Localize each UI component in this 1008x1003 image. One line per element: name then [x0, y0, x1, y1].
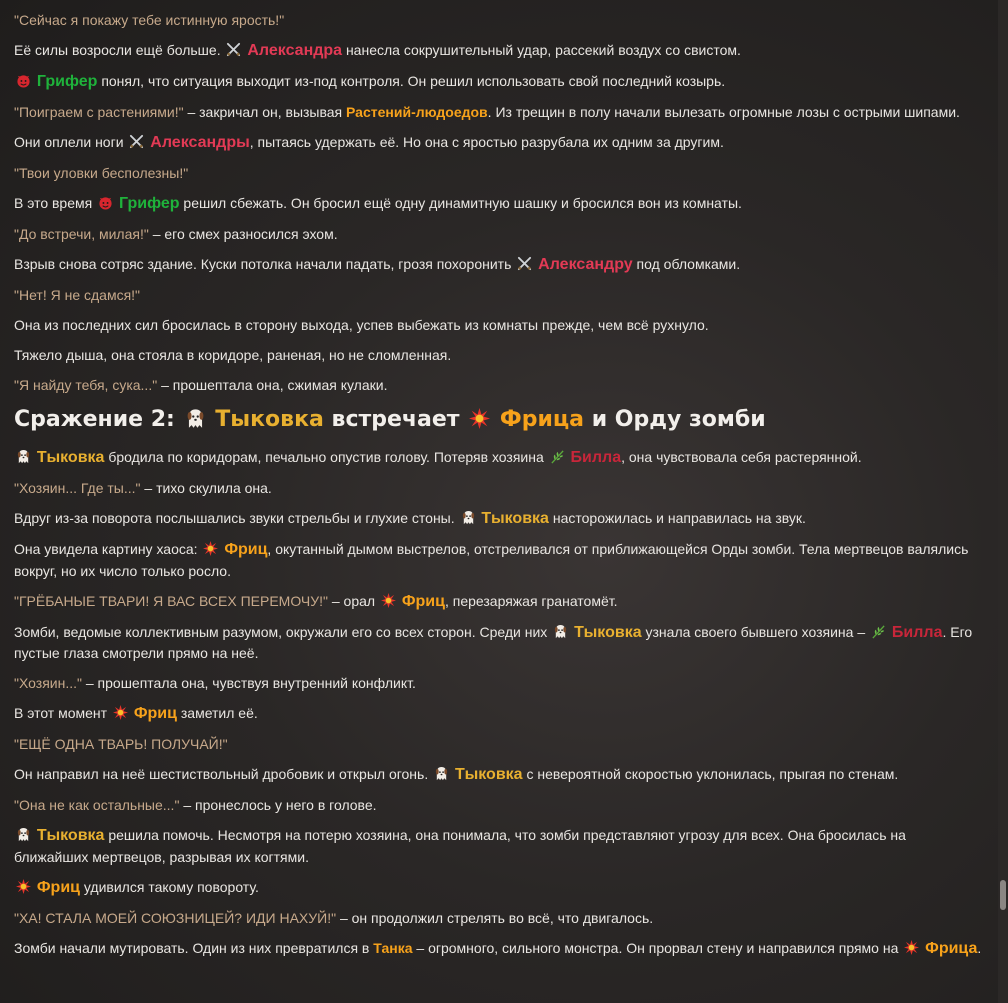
- text: – огромного, сильного монстра. Он прорвал стену и направился прямо на: [416, 939, 899, 956]
- character-alexandra: Александру: [538, 256, 633, 273]
- character-griefer: Грифер: [119, 195, 180, 212]
- text: Вдруг из-за поворота послышались звуки стрельбы и глухие стоны.: [14, 510, 455, 526]
- herb-icon: [550, 449, 565, 464]
- character-fritz: Фриц: [133, 705, 177, 722]
- story-paragraph: [14, 193, 984, 215]
- section-heading: [14, 405, 984, 435]
- story-paragraph: [14, 254, 984, 276]
- character-alexandra: Александра: [247, 42, 343, 59]
- quote-text: "ХА! СТАЛА МОЕЙ СОЮЗНИЦЕЙ? ИДИ НАХУЙ!": [14, 909, 337, 926]
- herb-icon: [871, 624, 886, 639]
- text: – закричал он, вызывая: [187, 104, 343, 120]
- text: с невероятной скоростью уклонилась, прыгая по стенам.: [526, 766, 899, 782]
- text: Зомби, ведомые коллективным разумом, окружали его со всех сторон. Среди них: [14, 623, 548, 640]
- character-fritz: Фриц: [36, 878, 80, 896]
- ghost-dog-icon: [16, 827, 31, 842]
- devil-face-icon: [16, 73, 31, 88]
- text: Они оплели ноги: [14, 134, 124, 150]
- story-paragraph: [14, 71, 984, 93]
- quote-line: "Твои уловки бесполезны!": [14, 165, 189, 181]
- story-paragraph: [14, 447, 984, 469]
- character-tykovka: Тыковка: [36, 827, 105, 844]
- text: Он направил на неё шестиствольный дробовик и открыл огонь.: [14, 766, 429, 782]
- story-paragraph: [14, 938, 984, 960]
- text: В это время: [14, 195, 93, 211]
- text: узнала своего бывшего хозяина –: [645, 623, 866, 640]
- text: , перезаряжая гранатомёт.: [444, 592, 618, 609]
- text: – прошептала она, сжимая кулаки.: [161, 377, 388, 393]
- quote-line: "Нет! Я не сдамся!": [14, 287, 141, 303]
- character-tykovka: Тыковка: [481, 510, 549, 527]
- crossed-swords-icon: [129, 134, 144, 149]
- ghost-dog-icon: [461, 510, 476, 525]
- story-paragraph: [14, 40, 984, 62]
- text: , окутанный дымом выстрелов, отстреливался от приближающейся Орды зомби. Тела мертвецов валялись вокруг, но их число только росло.: [14, 541, 969, 579]
- heading-text: встречает: [331, 407, 460, 432]
- story-paragraph: [14, 375, 984, 396]
- text: – он продолжил стрелять во всё, что двигалось.: [339, 909, 654, 926]
- quote-line: "Сейчас я покажу тебе истинную ярость!": [14, 12, 285, 28]
- text: понял, что ситуация выходит из-под контроля. Он решил использовать свой последний козырь.: [101, 73, 726, 89]
- text: нанесла сокрушительный удар, рассекий воздух со свистом.: [345, 42, 741, 58]
- crossed-swords-icon: [517, 256, 532, 271]
- explosion-icon: [904, 940, 919, 955]
- story-paragraph: [14, 908, 984, 929]
- story-paragraph: [14, 703, 984, 725]
- story-paragraph: [14, 224, 984, 245]
- quote-text: "До встречи, милая!": [14, 226, 149, 242]
- text: Взрыв снова сотряс здание. Куски потолка начали падать, грозя похоронить: [14, 256, 512, 272]
- story-paragraph: Она из последних сил бросилась в сторону выхода, успев выбежать из комнаты прежде, чем всё рухнуло.: [14, 317, 709, 333]
- text: Она увидела картину хаоса:: [14, 541, 198, 557]
- quote-text: "Я найду тебя, сука...": [14, 377, 158, 393]
- text: . Из трещин в полу начали вылезать огромные лозы с острыми шипами.: [487, 104, 960, 120]
- explosion-icon: [469, 408, 490, 429]
- ghost-dog-icon: [434, 766, 449, 781]
- text: заметил её.: [180, 705, 258, 721]
- text: В этот момент: [14, 705, 108, 721]
- character-tykovka: Тыковка: [455, 766, 523, 783]
- story-content: [14, 10, 984, 969]
- story-paragraph: [14, 764, 984, 786]
- character-tykovka: Тыковка: [574, 623, 642, 641]
- story-paragraph: [14, 825, 984, 867]
- text: – орал: [331, 592, 376, 609]
- explosion-icon: [113, 705, 128, 720]
- character-tykovka: Тыковка: [36, 449, 105, 466]
- text: – тихо скулила она.: [144, 480, 272, 496]
- text: решила помочь. Несмотря на потерю хозяина, она понимала, что зомби представляют угрозу для всех. Она бросилась на ближайших мертвецов, разрывая их когтями.: [14, 827, 906, 865]
- monster-tank: Танка: [373, 939, 413, 956]
- text: под обломками.: [636, 256, 741, 272]
- text: . Его пустые глаза смотрели прямо на неё.: [14, 623, 973, 661]
- character-fritz: Фриц: [224, 541, 268, 558]
- devil-face-icon: [98, 195, 113, 210]
- character-alexandra: Александры: [150, 134, 250, 151]
- text: насторожилась и направилась на звук.: [552, 510, 806, 526]
- ghost-dog-icon: [16, 449, 31, 464]
- character-griefer: Грифер: [36, 73, 98, 90]
- text: .: [977, 939, 982, 956]
- story-paragraph: [14, 508, 984, 530]
- vertical-scrollbar[interactable]: [998, 0, 1008, 1003]
- quote-text: "ГРЁБАНЫЕ ТВАРИ! Я ВАС ВСЕХ ПЕРЕМОЧУ!": [14, 592, 328, 609]
- text: – прошептала она, чувствуя внутренний конфликт.: [85, 675, 416, 691]
- character-fritz: Фриц: [401, 592, 445, 610]
- monster-plants: Растений-людоедов: [346, 104, 488, 120]
- explosion-icon: [203, 541, 218, 556]
- text: – пронеслось у него в голове.: [183, 797, 377, 813]
- heading-text: и Орду зомби: [591, 407, 766, 432]
- text: , пытаясь удержать её. Но она с яростью разрубала их одним за другим.: [249, 134, 724, 150]
- quote-text: "Хозяин...": [14, 675, 82, 691]
- explosion-icon: [381, 593, 396, 608]
- quote-text: "Поиграем с растениями!": [14, 104, 184, 120]
- story-paragraph: [14, 591, 984, 613]
- text: удивился такому повороту.: [83, 878, 259, 895]
- story-paragraph: [14, 132, 984, 154]
- story-paragraph: [14, 795, 984, 816]
- story-paragraph: [14, 673, 984, 694]
- character-fritz: Фрица: [499, 407, 585, 432]
- character-fritz: Фрица: [925, 939, 978, 957]
- character-bill: Билла: [891, 623, 943, 641]
- crossed-swords-icon: [226, 42, 241, 57]
- text: Её силы возросли ещё больше.: [14, 42, 221, 58]
- quote-text: "Она не как остальные...": [14, 797, 180, 813]
- text: бродила по коридорам, печально опустив голову. Потеряв хозяина: [108, 449, 544, 465]
- story-paragraph: [14, 478, 984, 499]
- character-bill: Билла: [570, 449, 622, 466]
- explosion-icon: [16, 879, 31, 894]
- story-paragraph: [14, 877, 984, 899]
- story-paragraph: Тяжело дыша, она стояла в коридоре, раненая, но не сломленная.: [14, 347, 452, 363]
- text: Зомби начали мутировать. Один из них превратился в: [14, 939, 370, 956]
- text: , она чувствовала себя растерянной.: [621, 449, 862, 465]
- quote-text: "Хозяин... Где ты...": [14, 480, 141, 496]
- heading-text: Сражение 2:: [14, 407, 175, 432]
- text: решил сбежать. Он бросил ещё одну динамитную шашку и бросился вон из комнаты.: [183, 195, 742, 211]
- quote-line: "ЕЩЁ ОДНА ТВАРЬ! ПОЛУЧАЙ!": [14, 736, 228, 752]
- scrollbar-thumb[interactable]: [1000, 880, 1006, 910]
- story-paragraph: [14, 102, 984, 123]
- ghost-dog-icon: [553, 624, 568, 639]
- text: – его смех разносился эхом.: [152, 226, 338, 242]
- story-paragraph: [14, 622, 984, 664]
- story-paragraph: [14, 539, 984, 581]
- ghost-dog-icon: [185, 408, 206, 429]
- character-tykovka: Тыковка: [215, 407, 324, 432]
